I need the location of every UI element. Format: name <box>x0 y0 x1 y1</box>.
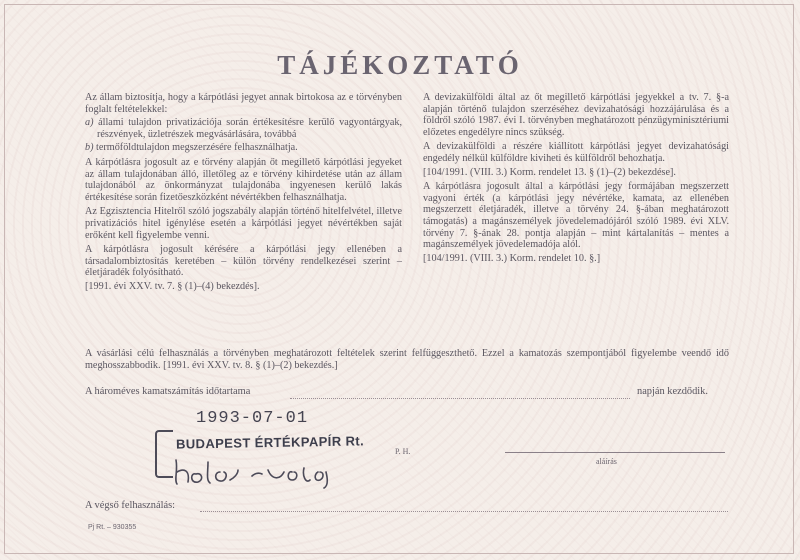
left-paragraph-4-reference: [1991. évi XXV. tv. 7. § (1)–(4) bekezdés]. <box>85 280 260 292</box>
item-b-text: termőföldtulajdon megszerzésére felhasználhatja. <box>96 142 298 154</box>
footer-code: Pj Rt. – 930355 <box>88 524 137 531</box>
right-paragraph-1: A devizakülföldi által az őt megillető kárpótlási jegyekkel a tv. 7. §-a alapján történő tulajdon szerzéséhez devizahatósági hozzájárulása és a földről szóló 1987. évi I. törvényben meghatározott pénzügyminisztériumi előzetes engedélyre nincs szükség. <box>423 92 729 138</box>
item-b-marker: b) <box>85 142 94 154</box>
left-list-item-b <box>85 142 402 154</box>
right-paragraph-3: A kárpótlásra jogosult által a kárpótlási jegy formájában megszerzett vagyoni érték (a kárpótlási jegy névértéke, kamata, az ellenében megszerzett életjáradék, illetve a törvény 24. §-ában meghatározott támogatás) a magánszemélyek jövedelemadójáról szóló 1989. évi XLV. törvény 7. §-ának 28. pontja alapján – mint kártalanítás – mentes a magánszemélyek jövedelemadója alól. <box>423 181 729 251</box>
right-paragraph-2: A devizakülföldi a részére kiállított kárpótlási jegyet devizahatósági engedély nélkül külföldre kiviheti és külföldről behozhatja. <box>423 141 729 164</box>
ph-label: P. H. <box>395 447 411 456</box>
left-paragraph-2: A kárpótlásra jogosult az e törvény alapján őt megillető kárpótlási jegyeket az állam tulajdonában álló, illetőleg az e törvény kihirdetése után az állam tulajdonából az önkormányzat tulajdonába ingyenesen kerülő lakás értékesítése során fizetőeszközként névértékben felhasználhatja. <box>85 156 402 203</box>
left-paragraph-intro: Az állam biztosítja, hogy a kárpótlási jegyet annak birtokosa az e törvényben foglalt feltételekkel: <box>85 92 402 115</box>
right-paragraph-2-reference: [104/1991. (VIII. 3.) Korm. rendelet 13. § (1)–(2) bekezdése]. <box>423 166 676 178</box>
final-use-line[interactable] <box>200 511 728 512</box>
right-column <box>423 92 729 266</box>
final-use-label: A végső felhasználás: <box>85 500 176 511</box>
left-list-item-a <box>85 117 402 140</box>
signature-line[interactable] <box>505 452 725 453</box>
date-stamp: 1993-07-01 <box>196 409 309 428</box>
full-width-paragraph <box>85 348 729 371</box>
left-column <box>85 92 402 295</box>
company-stamp: BUDAPEST ÉRTÉKPAPÍR Rt. <box>175 433 365 452</box>
left-paragraph-3: Az Egzisztencia Hitelről szóló jogszabály alapján történő hitelfelvétel, illetve privatizációs hitel igénylése esetén a kárpótlási jegyet névértékben saját erőként kell figyelembe venni. <box>85 206 402 241</box>
document-title: TÁJÉKOZTATÓ <box>277 50 523 80</box>
suspension-paragraph: A vásárlási célú felhasználás a törvényben meghatározott feltételek szerint felfüggeszthető. Ezzel a kamatozás szempontjából figyelembe veendő idő meghosszabbodik. [1991. évi XXV. tv. 8. § (1)–(2) bekezdés.] <box>85 348 729 371</box>
left-paragraph-4: A kárpótlásra jogosult kérésére a kárpótlási jegy ellenében a társadalombiztosítás keretében – külön törvény rendelkezései szerint – életjáradék folyósítható. <box>85 244 402 279</box>
interest-date-line[interactable] <box>290 398 630 399</box>
item-a-text: állami tulajdon privatizációja során értékesítésre kerülő vagyontárgyak, részvények, üzletrészek megvásárlására, továbbá <box>97 117 403 140</box>
handwritten-signature <box>168 450 378 490</box>
item-a-marker: a) <box>85 117 94 129</box>
right-paragraph-3-reference: [104/1991. (VIII. 3.) Korm. rendelet 10. §.] <box>423 252 601 264</box>
interest-period-label: A hároméves kamatszámítás időtartama <box>85 386 251 397</box>
signature-label: aláírás <box>596 457 617 466</box>
interest-period-suffix: napján kezdődik. <box>637 386 708 397</box>
